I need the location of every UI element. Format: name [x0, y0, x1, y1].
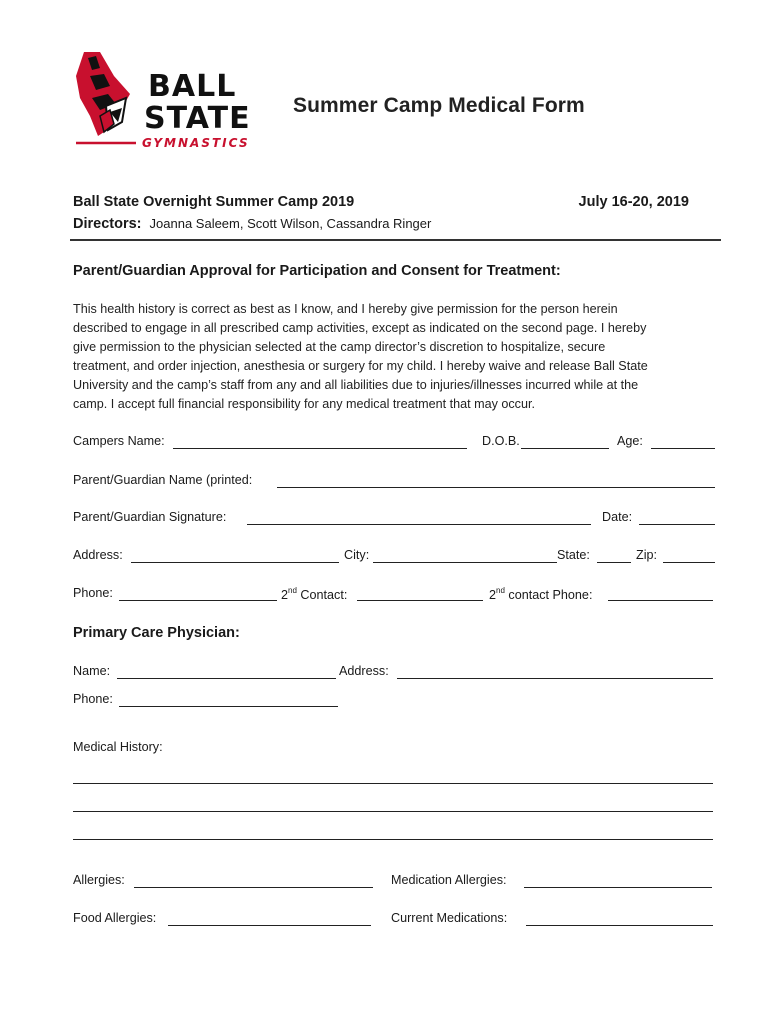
medical-history-line[interactable]: [73, 811, 713, 812]
dob-field[interactable]: [521, 448, 609, 449]
cardinal-logo-icon: [70, 46, 270, 152]
guardian-name-label: Parent/Guardian Name (printed:: [73, 473, 253, 487]
guardian-signature-field[interactable]: [247, 524, 591, 525]
consent-paragraph: [73, 300, 713, 413]
dob-label: D.O.B.: [482, 434, 520, 448]
consent-heading: Parent/Guardian Approval for Participation and Consent for Treatment:: [73, 263, 561, 279]
date-field[interactable]: [639, 524, 715, 525]
physician-phone-row: [73, 692, 715, 710]
directors-names: Joanna Saleem, Scott Wilson, Cassandra Ringer: [149, 216, 432, 231]
address-row: [73, 548, 715, 566]
consent-line: University and the camp’s staff from any and all liabilities due to injuries/illnesses incurred while at the: [73, 377, 639, 392]
date-label: Date:: [602, 510, 633, 524]
ball-state-gymnastics-logo: [70, 46, 270, 152]
city-label: City:: [344, 548, 370, 562]
state-field[interactable]: [597, 562, 631, 563]
age-label: Age:: [617, 434, 643, 448]
age-field[interactable]: [651, 448, 715, 449]
guardian-name-field[interactable]: [277, 487, 715, 488]
physician-address-label: Address:: [339, 664, 389, 678]
guardian-name-row: [73, 473, 715, 491]
consent-line: camp. I accept full financial responsibility for any medical treatment that may occur.: [73, 396, 535, 411]
medical-history-label: Medical History:: [73, 740, 163, 754]
second-contact-phone-label: 2nd contact Phone:: [489, 586, 593, 602]
phone-label: Phone:: [73, 586, 113, 600]
second-contact-phone-field[interactable]: [608, 600, 713, 601]
logo-line-gymnastics: GYMNASTICS: [142, 136, 250, 150]
logo-line-ball: BALL: [148, 69, 237, 104]
medical-history-row: [73, 740, 715, 758]
allergies-label: Allergies:: [73, 873, 125, 887]
page-title: Summer Camp Medical Form: [293, 94, 585, 117]
header-divider: [70, 239, 721, 241]
guardian-signature-row: [73, 510, 715, 528]
physician-heading: Primary Care Physician:: [73, 625, 240, 641]
campers-name-field[interactable]: [173, 448, 467, 449]
medication-allergies-label: Medication Allergies:: [391, 873, 507, 887]
guardian-signature-label: Parent/Guardian Signature:: [73, 510, 227, 524]
phone-row: [73, 586, 715, 604]
allergies-field[interactable]: [134, 887, 373, 888]
zip-label: Zip:: [636, 548, 657, 562]
camp-name: Ball State Overnight Summer Camp 2019: [73, 194, 355, 210]
logo-line-state: STATE: [144, 101, 251, 136]
physician-phone-field[interactable]: [119, 706, 338, 707]
consent-line: give permission to the physician selected at the camp director’s discretion to hospitalize, secure: [73, 339, 606, 354]
consent-line: treatment, and order injection, anesthesia or surgery for my child. I hereby waive and release Ball State: [73, 358, 648, 373]
zip-field[interactable]: [663, 562, 715, 563]
allergies-row: [73, 873, 715, 891]
campers-row: [73, 434, 715, 452]
current-medications-label: Current Medications:: [391, 911, 508, 925]
second-contact-field[interactable]: [357, 600, 483, 601]
state-label: State:: [557, 548, 590, 562]
medical-history-line[interactable]: [73, 783, 713, 784]
address-label: Address:: [73, 548, 123, 562]
second-contact-label: 2nd Contact:: [281, 586, 348, 602]
campers-name-label: Campers Name:: [73, 434, 165, 448]
phone-field[interactable]: [119, 600, 277, 601]
physician-name-label: Name:: [73, 664, 111, 678]
physician-row: [73, 664, 715, 682]
city-field[interactable]: [373, 562, 557, 563]
medication-allergies-field[interactable]: [524, 887, 712, 888]
camp-dates: July 16-20, 2019: [578, 194, 689, 210]
consent-line: described to engage in all prescribed camp activities, except as indicated on the second page. I hereby: [73, 320, 647, 335]
address-field[interactable]: [131, 562, 339, 563]
directors-line: [73, 216, 431, 232]
physician-address-field[interactable]: [397, 678, 713, 679]
directors-label: Directors:: [73, 216, 142, 232]
physician-phone-label: Phone:: [73, 692, 113, 706]
food-allergies-label: Food Allergies:: [73, 911, 157, 925]
food-allergies-row: [73, 911, 715, 929]
consent-line: This health history is correct as best as I know, and I hereby give permission for the person herein: [73, 302, 618, 316]
food-allergies-field[interactable]: [168, 925, 371, 926]
physician-name-field[interactable]: [117, 678, 336, 679]
camp-header: [73, 194, 719, 210]
current-medications-field[interactable]: [526, 925, 713, 926]
medical-history-line[interactable]: [73, 839, 713, 840]
